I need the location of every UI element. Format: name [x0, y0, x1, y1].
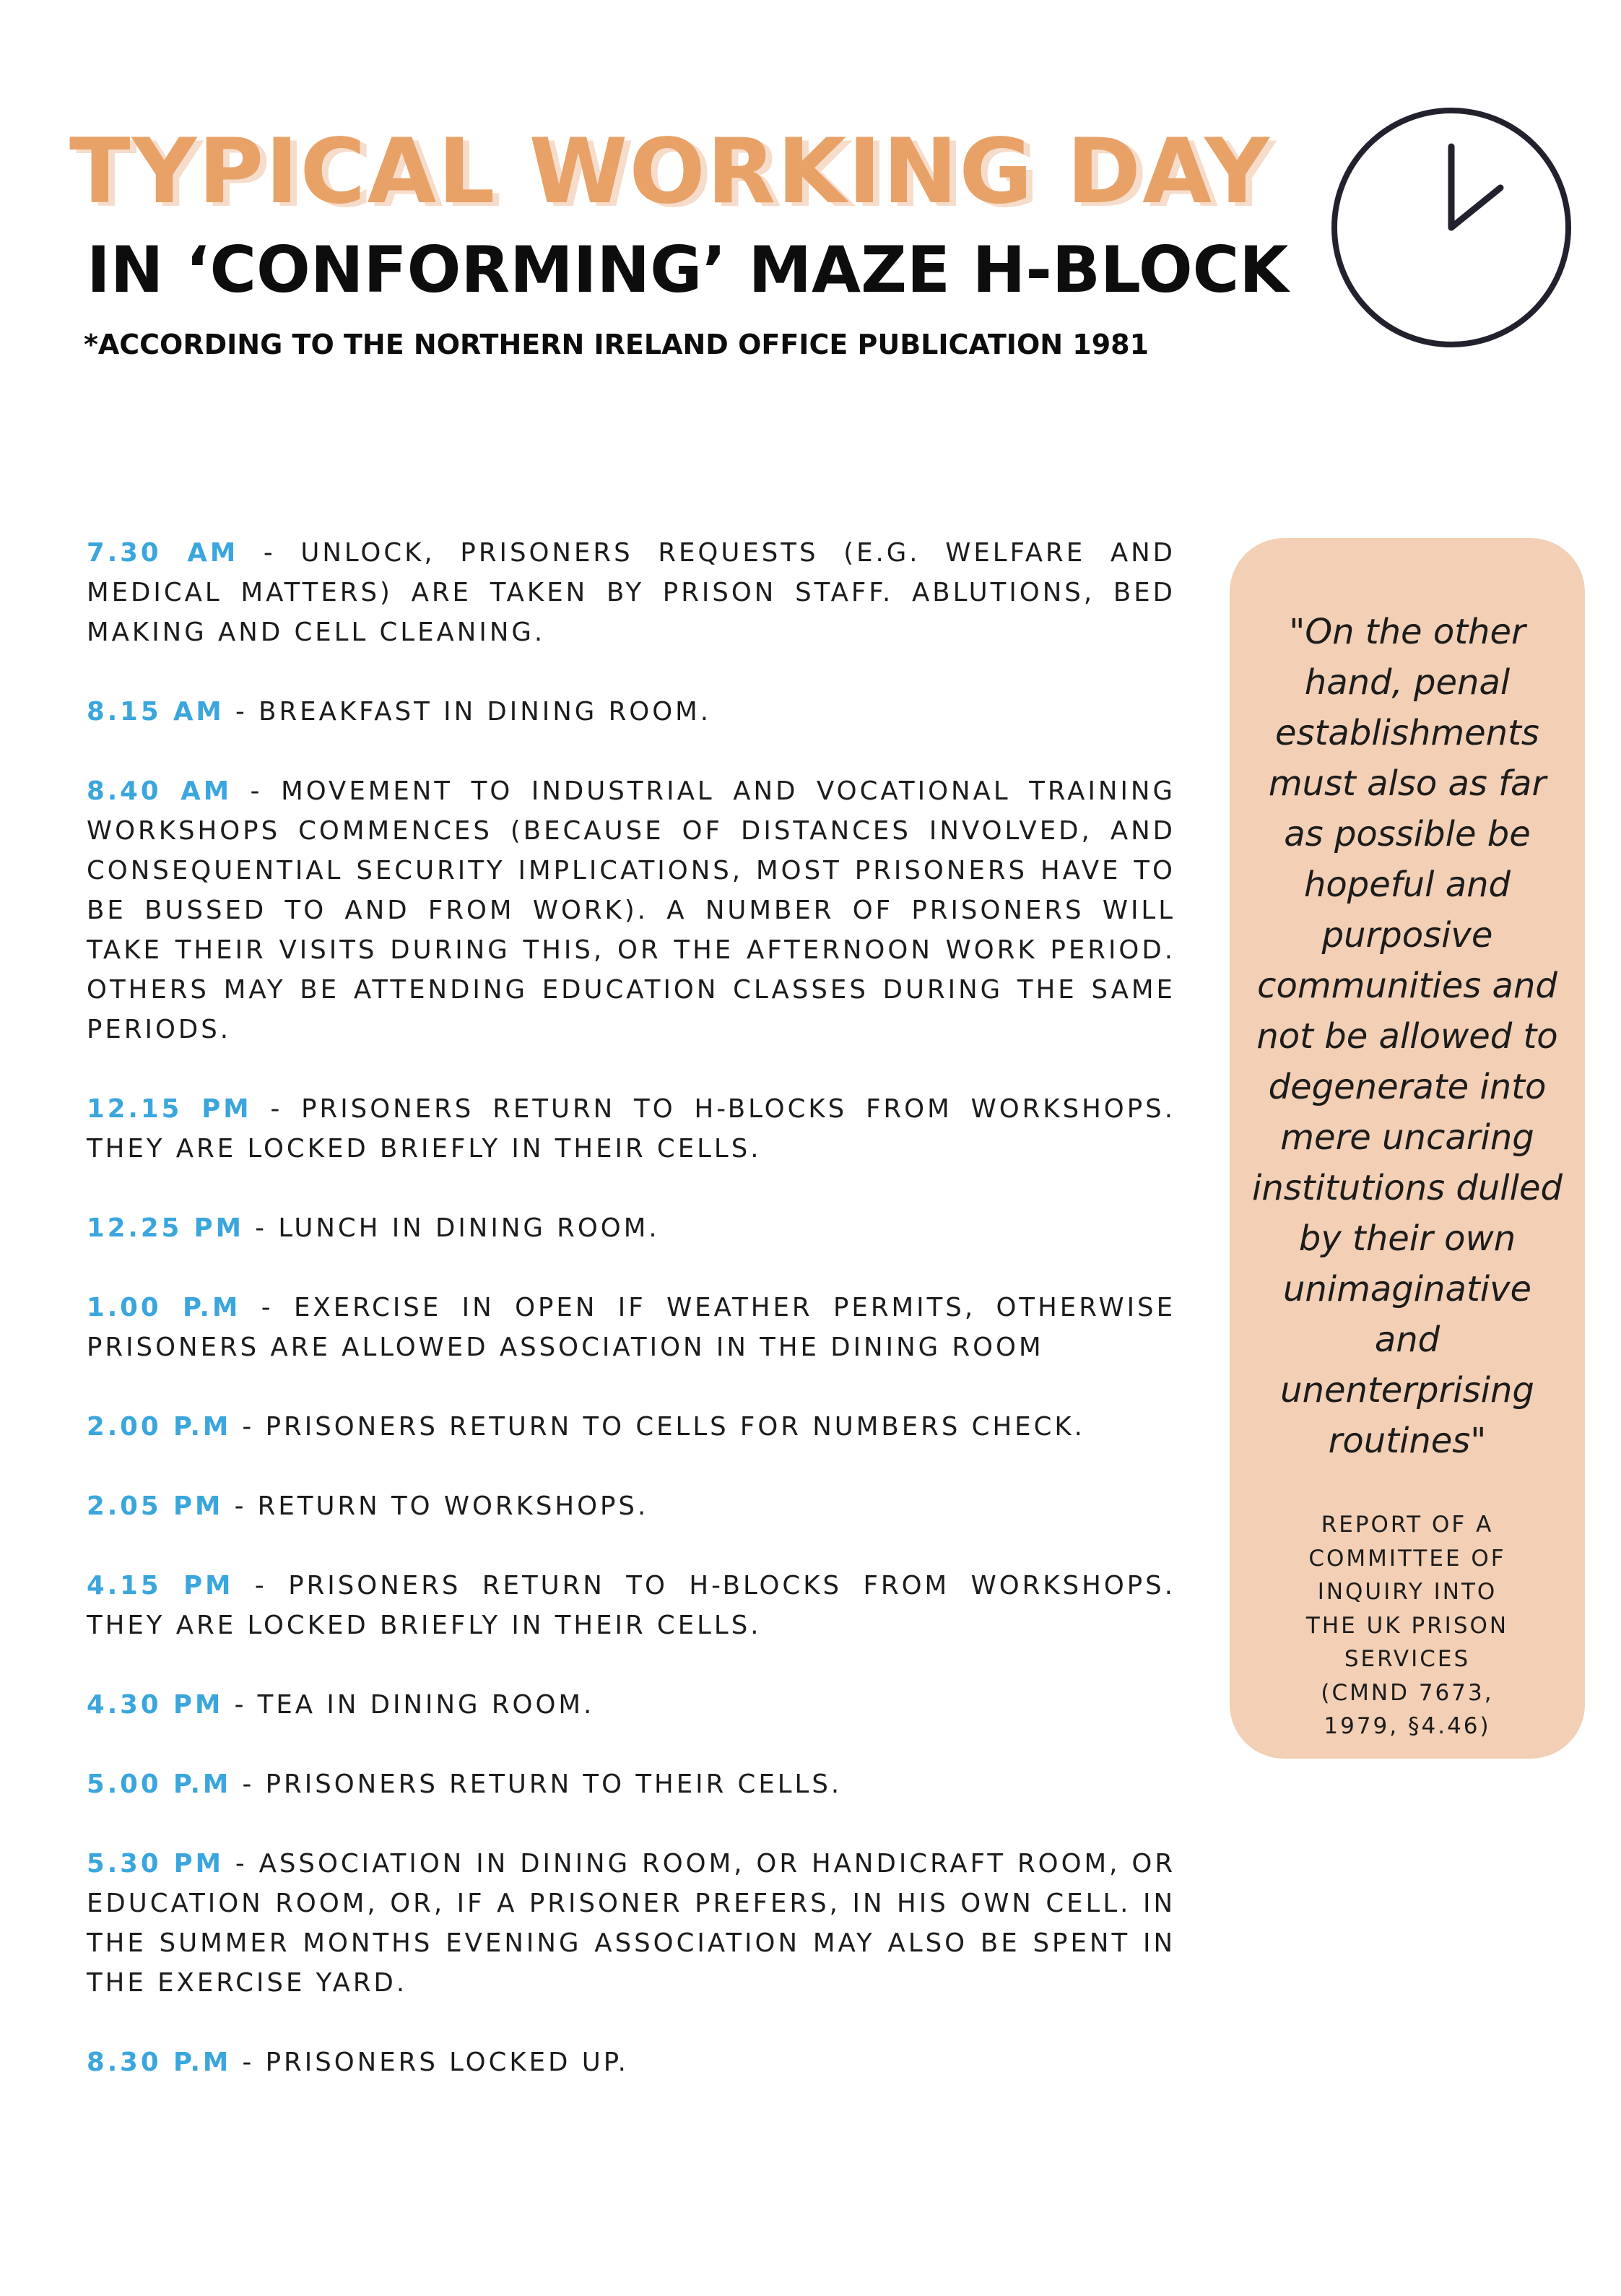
schedule-text: - PRISONERS RETURN TO H-BLOCKS FROM WORKSHOPS. THEY ARE LOCKED BRIEFLY IN THEIR CELLS. [87, 1094, 1175, 1164]
schedule-time: 5.00 P.M [87, 1769, 232, 1799]
quote-box [1230, 538, 1585, 1759]
schedule-text: - PRISONERS RETURN TO CELLS FOR NUMBERS CHECK. [231, 1412, 1085, 1442]
schedule-text: - UNLOCK, PRISONERS REQUESTS (E.G. WELFARE AND MEDICAL MATTERS) ARE TAKEN BY PRISON STAFF. ABLUTIONS, BED MAKING AND CELL CLEANING. [87, 538, 1176, 647]
schedule-text: - EXERCISE IN OPEN IF WEATHER PERMITS, OTHERWISE PRISONERS ARE ALLOWED ASSOCIATION IN THE DINING ROOM [87, 1293, 1176, 1362]
schedule-text: - RETURN TO WORKSHOPS. [223, 1491, 649, 1521]
schedule-text: - PRISONERS RETURN TO H-BLOCKS FROM WORKSHOPS. THEY ARE LOCKED BRIEFLY IN THEIR CELLS. [87, 1571, 1175, 1640]
schedule-entry [87, 1764, 1175, 1804]
schedule-time: 2.00 P.M [87, 1412, 232, 1442]
schedule-entry [87, 1208, 1175, 1248]
schedule-entry [87, 1407, 1175, 1447]
page-subtitle: IN ‘CONFORMING’ MAZE H-BLOCK [87, 233, 1289, 307]
schedule-time: 8.15 AM [87, 697, 225, 727]
schedule-time: 12.25 PM [87, 1213, 244, 1243]
schedule-entry [87, 1288, 1175, 1367]
schedule-text: - MOVEMENT TO INDUSTRIAL AND VOCATIONAL TRAINING WORKSHOPS COMMENCES (BECAUSE OF DISTANCES INVOLVED, AND CONSEQUENTIAL SECURITY IMPLICATIONS, MOST PRISONERS HAVE TO BE BUSSED TO AND FROM WORK). A NUMBER OF PRISONERS WILL TAKE THEIR VISITS DURING THIS, OR THE AFTERNOON WORK PERIOD. OTHERS MAY BE ATTENDING EDUCATION CLASSES DURING THE SAME PERIODS. [87, 776, 1176, 1044]
schedule-entry [87, 771, 1175, 1049]
schedule-text: - ASSOCIATION IN DINING ROOM, OR HANDICRAFT ROOM, OR EDUCATION ROOM, OR, IF A PRISONER PREFERS, IN HIS OWN CELL. IN THE SUMMER MONTHS EVENING ASSOCIATION MAY ALSO BE SPENT IN THE EXERCISE YARD. [87, 1849, 1175, 1998]
schedule-list [87, 533, 1175, 2122]
quote-text: "On the other hand, penal establishments must also as far as possible be hopeful and purposive communities and not be allowed to degenerate into mere uncaring institutions dulled by their own unimaginative and unenterprising routines" [1252, 612, 1563, 1461]
schedule-entry [87, 1685, 1175, 1725]
schedule-text: - LUNCH IN DINING ROOM. [244, 1213, 660, 1243]
schedule-entry [87, 1566, 1175, 1645]
schedule-time: 4.30 PM [87, 1690, 224, 1720]
schedule-entry [87, 692, 1175, 732]
clock-icon [1329, 105, 1574, 350]
schedule-entry [87, 533, 1175, 652]
schedule-time: 4.15 PM [87, 1571, 234, 1600]
schedule-time: 2.05 PM [87, 1491, 224, 1521]
source-note: *ACCORDING TO THE NORTHERN IRELAND OFFICE PUBLICATION 1981 [84, 329, 1150, 360]
page-title: TYPICAL WORKING DAY [69, 120, 1271, 224]
schedule-entry [87, 1089, 1175, 1169]
schedule-time: 1.00 P.M [87, 1293, 241, 1322]
schedule-text: - BREAKFAST IN DINING ROOM. [224, 697, 712, 727]
schedule-time: 5.30 PM [87, 1849, 224, 1879]
schedule-text: - PRISONERS RETURN TO THEIR CELLS. [231, 1769, 843, 1799]
schedule-time: 8.30 P.M [87, 2048, 232, 2077]
schedule-entry [87, 2042, 1175, 2082]
schedule-text: - TEA IN DINING ROOM. [223, 1690, 595, 1720]
schedule-time: 7.30 AM [87, 538, 239, 568]
schedule-entry [87, 1844, 1175, 2003]
schedule-time: 12.15 PM [87, 1094, 252, 1124]
schedule-time: 8.40 AM [87, 776, 232, 806]
quote-source: REPORT OF A COMMITTEE OF INQUIRY INTO THE UK PRISON SERVICES (CMND 7673, 1979, §4.46) [1305, 1512, 1509, 1739]
schedule-text: - PRISONERS LOCKED UP. [231, 2048, 629, 2077]
schedule-entry [87, 1486, 1175, 1526]
